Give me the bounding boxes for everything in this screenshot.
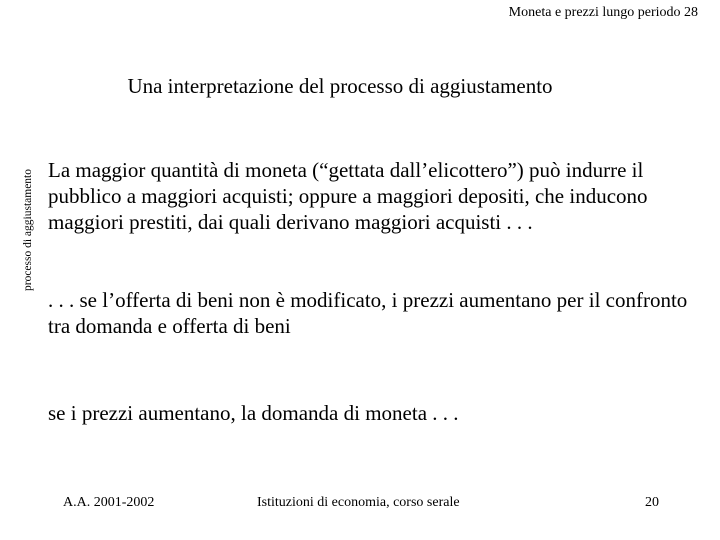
vertical-section-label: processo di aggiustamento xyxy=(22,168,34,292)
footer-academic-year: A.A. 2001-2002 xyxy=(63,495,155,510)
paragraph-money-demand: se i prezzi aumentano, la domanda di moneta . . . xyxy=(48,401,459,425)
running-header: Moneta e prezzi lungo periodo 28 xyxy=(508,5,698,20)
footer-page-number: 20 xyxy=(645,495,659,510)
footer-course-name: Istituzioni di economia, corso serale xyxy=(257,495,460,510)
slide-title: Una interpretazione del processo di aggiustamento xyxy=(127,74,553,98)
paragraph-money-increase: La maggior quantità di moneta (“gettata dall’elicottero”) può indurre il pubblico a maggiori acquisti; oppure a maggiori depositi, che inducono maggiori prestiti, dai quali derivano maggiori acquisti . . . xyxy=(48,158,648,234)
paragraph-prices-rise: . . . se l’offerta di beni non è modificato, i prezzi aumentano per il confronto tra domanda e offerta di beni xyxy=(48,288,688,338)
